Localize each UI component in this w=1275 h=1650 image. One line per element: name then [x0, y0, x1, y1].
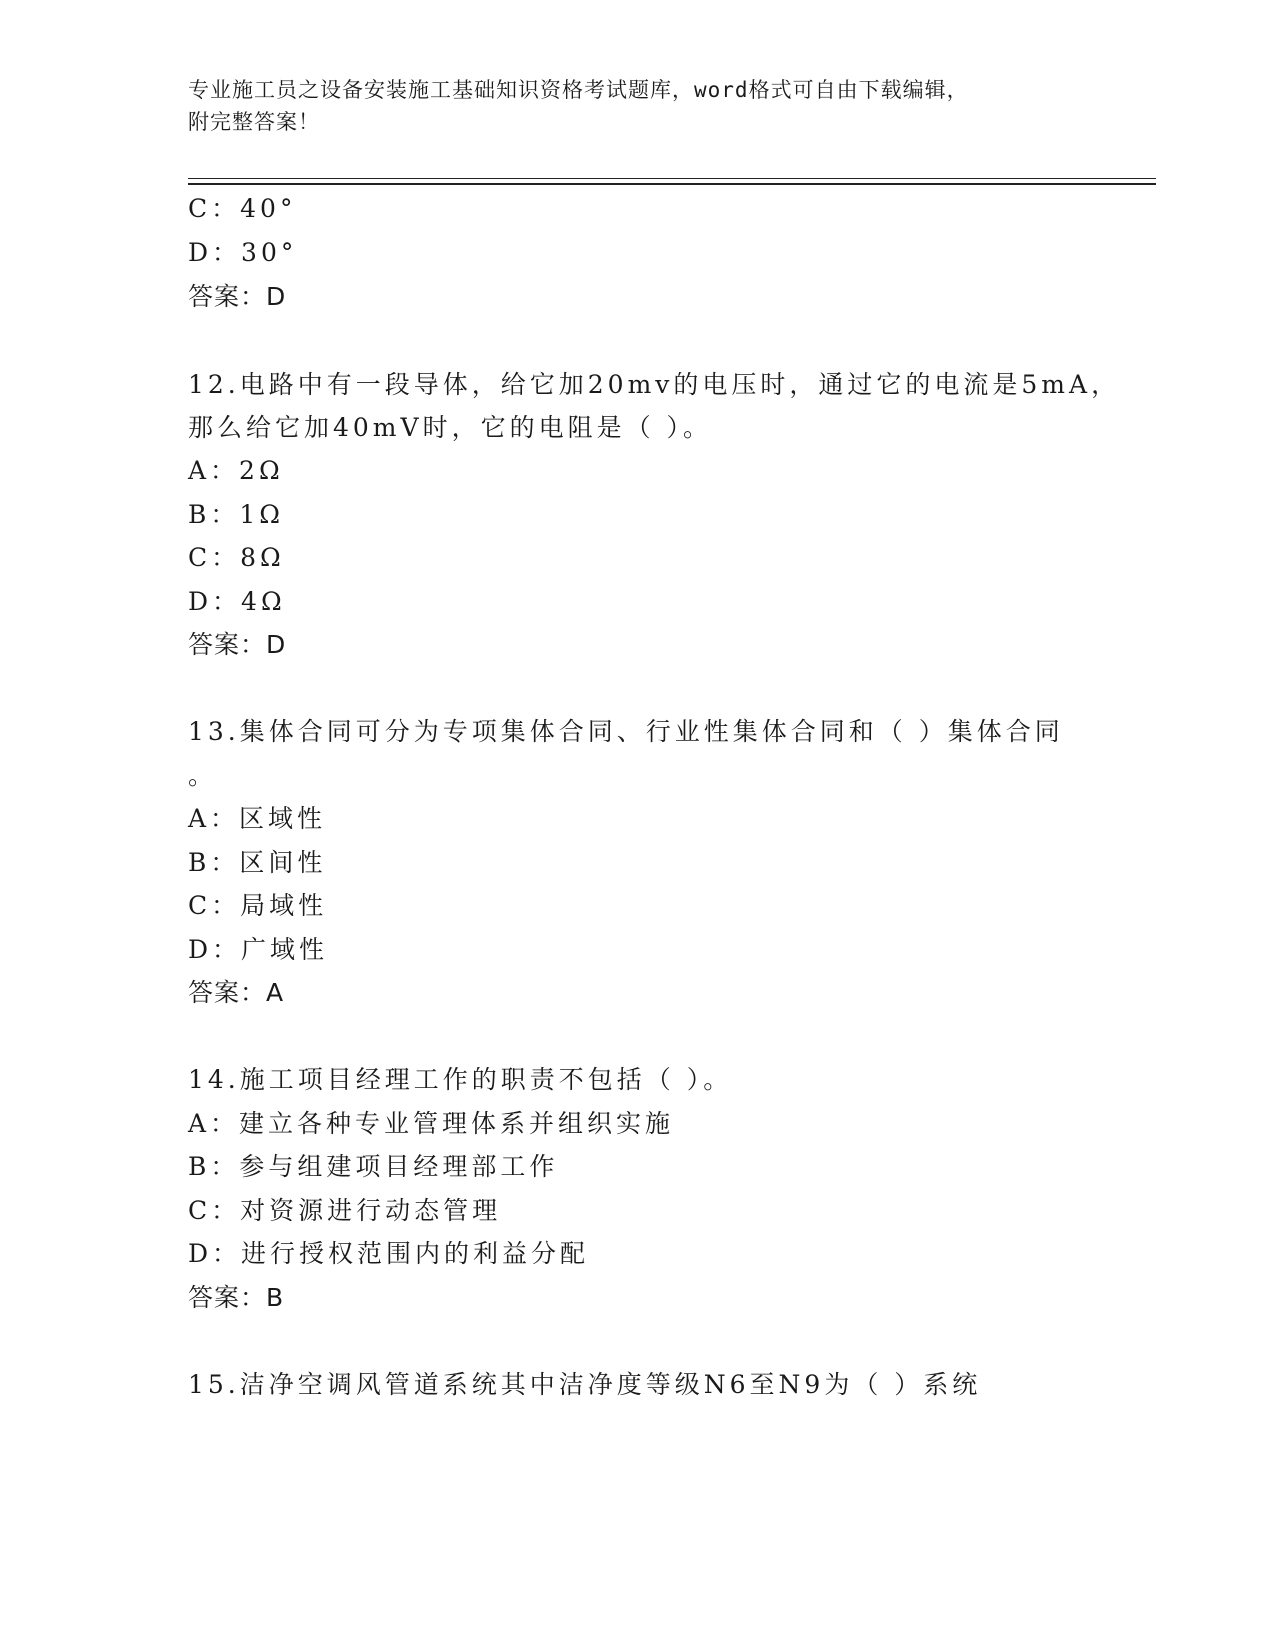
q13-option-d: D：广域性	[188, 935, 329, 964]
q12-answer: 答案：D	[188, 630, 287, 659]
header-rule-thick	[188, 183, 1156, 185]
q12-option-c: C：8Ω	[188, 543, 285, 572]
q13-answer: 答案：A	[188, 978, 285, 1007]
q15-stem: 15.洁净空调风管道系统其中洁净度等级N6至N9为（ ）系统	[188, 1370, 982, 1399]
q14-stem: 14.施工项目经理工作的职责不包括（ ）。	[188, 1065, 733, 1094]
q12-option-b: B：1Ω	[188, 500, 285, 529]
q13-option-a: A：区域性	[188, 804, 327, 833]
q12-option-a: A：2Ω	[188, 456, 284, 485]
q11-option-c: C：40°	[188, 194, 297, 223]
q12-stem-line-2: 那么给它加40mV时，它的电阻是（ ）。	[188, 413, 713, 442]
q13-option-c: C：局域性	[188, 891, 328, 920]
q14-answer: 答案：B	[188, 1283, 285, 1312]
q14-option-c: C：对资源进行动态管理	[188, 1196, 502, 1225]
document-header	[188, 74, 1088, 138]
q12-stem-line-1: 12.电路中有一段导体，给它加20mv的电压时，通过它的电流是5mA，	[188, 370, 1121, 399]
q11-option-d: D：30°	[188, 238, 298, 267]
q13-option-b: B：区间性	[188, 848, 327, 877]
header-line-2: 附完整答案！	[188, 110, 320, 134]
q13-stem-line-2: 。	[188, 761, 218, 790]
q14-option-a: A：建立各种专业管理体系并组织实施	[188, 1109, 675, 1138]
q12-option-d: D：4Ω	[188, 587, 286, 616]
q14-option-d: D：进行授权范围内的利益分配	[188, 1239, 590, 1268]
q11-answer: 答案：D	[188, 282, 287, 311]
header-line-1: 专业施工员之设备安装施工基础知识资格考试题库，word格式可自由下载编辑，	[188, 78, 969, 102]
q13-stem-line-1: 13.集体合同可分为专项集体合同、行业性集体合同和（ ）集体合同	[188, 717, 1064, 746]
q14-option-b: B：参与组建项目经理部工作	[188, 1152, 559, 1181]
header-rule-thin	[188, 178, 1156, 179]
